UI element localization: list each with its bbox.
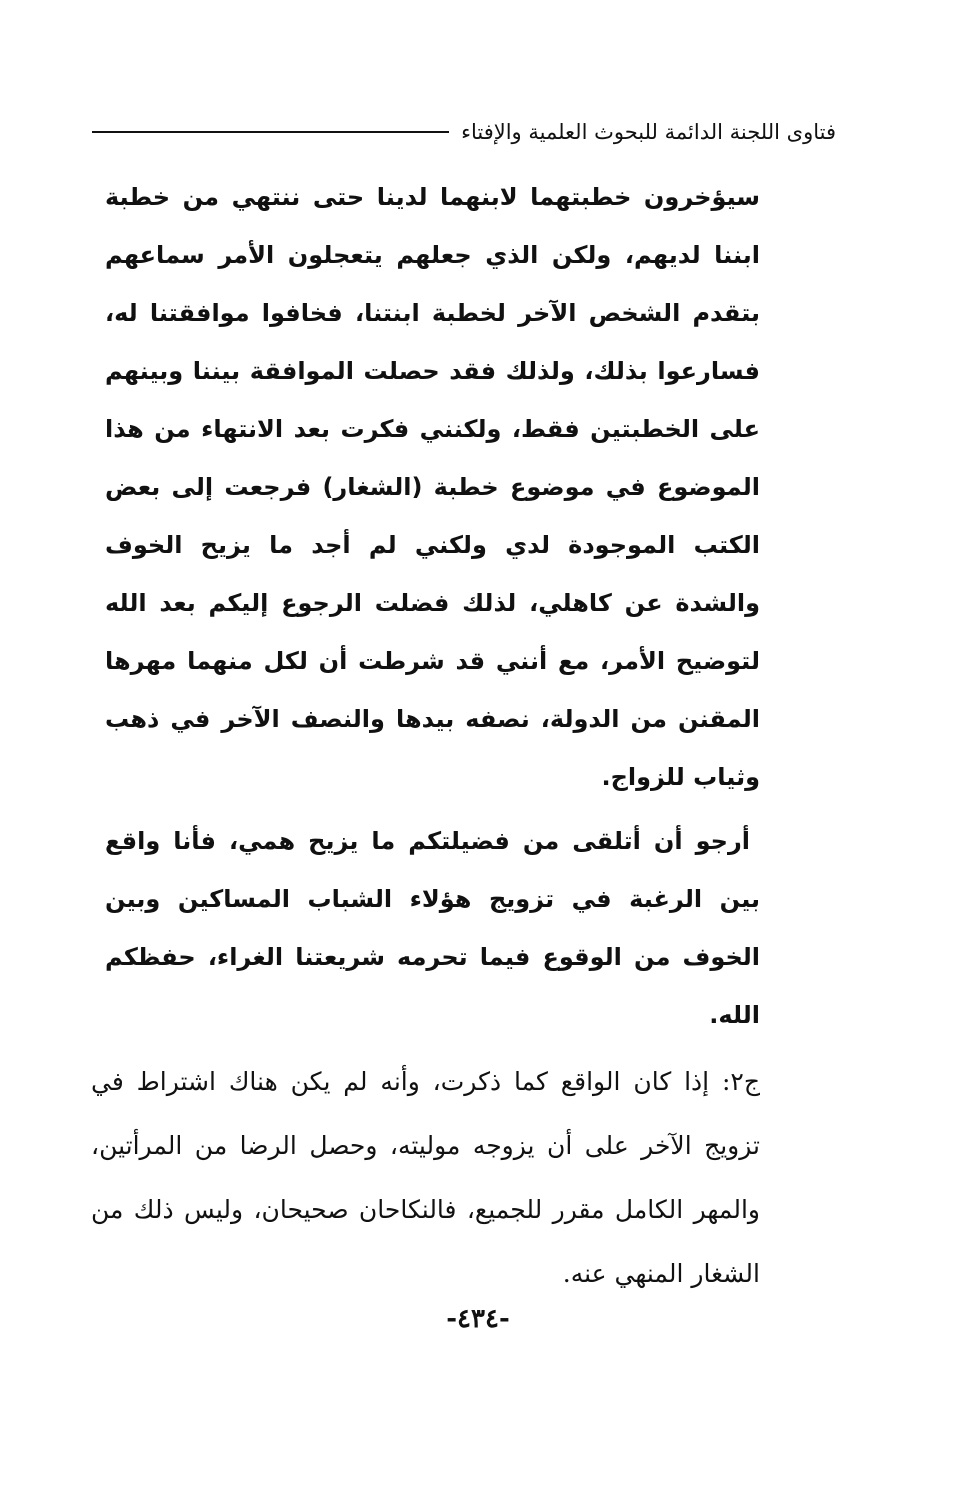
question-paragraph: سيؤخرون خطبتهما لابنهما لدينا حتى ننتهي من خطبة ابننا لديهم، ولكن الذي جعلهم يتعجلون الأمر سماعهم بتقدم الشخص الآخر لخطبة ابنتنا، فخافوا موافقتنا له، فسارعوا بذلك، ولذلك فقد حصلت الموافقة بيننا وبينهم على الخطبتين فقط، ولكنني فكرت بعد الانتهاء من هذا الموضوع في موضوع خطبة (الشغار) فرجعت إلى بعض الكتب الموجودة لدي ولكني لم أجد ما يزيح الخوف والشدة عن كاهلي، لذلك فضلت الرجوع إليكم بعد الله لتوضيح الأمر، مع أنني قد شرطت أن لكل منهما مهرها المقنن من الدولة، نصفه بيدها والنصف الآخر في ذهب وثياب للزواج.: [105, 183, 760, 791]
header-title: فتاوى اللجنة الدائمة للبحوث العلمية والإفتاء: [461, 120, 836, 144]
answer-block: [91, 1050, 760, 1306]
running-header: [92, 112, 836, 152]
question-block: [105, 168, 760, 1044]
header-rule: [92, 131, 449, 133]
page-number: -٤٣٤-: [446, 1304, 510, 1334]
page-body: [91, 168, 760, 1306]
answer-paragraph: ج٢: إذا كان الواقع كما ذكرت، وأنه لم يكن هناك اشتراط في تزويج الآخر على أن يزوجه موليته، وحصل الرضا من المرأتين، والمهر الكامل مقرر للجميع، فالنكاحان صحيحان، وليس ذلك من الشغار المنهي عنه.: [91, 1067, 760, 1288]
question-paragraph: أرجو أن أتلقى من فضيلتكم ما يزيح همي، فأنا واقع بين الرغبة في تزويج هؤلاء الشباب المساكين وبين الخوف من الوقوع فيما تحرمه شريعتنا الغراء، حفظكم الله.: [105, 827, 760, 1029]
